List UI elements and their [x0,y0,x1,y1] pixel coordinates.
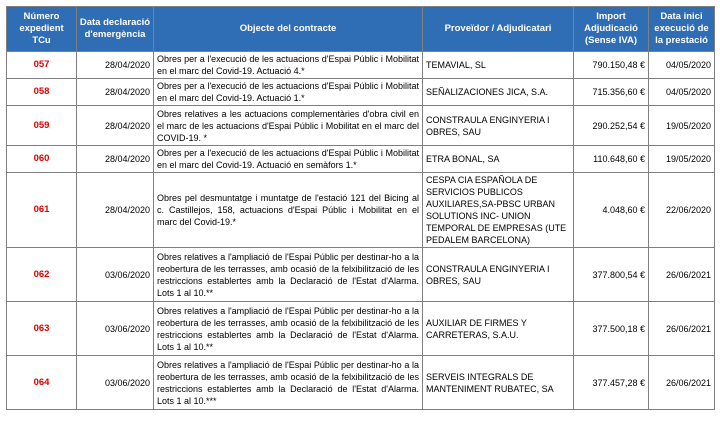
row-num: 063 [7,302,77,356]
row-amount: 377.457,28 € [574,356,649,410]
row-provider: SERVEIS INTEGRALS DE MANTENIMENT RUBATEC, SA [423,356,574,410]
row-amount: 4.048,60 € [574,173,649,248]
row-start: 22/06/2020 [649,173,715,248]
row-date: 03/06/2020 [77,248,154,302]
header-num: Número expedient TCu [7,7,77,52]
header-provider: Proveïdor / Adjudicatari [423,7,574,52]
row-date: 03/06/2020 [77,356,154,410]
row-date: 28/04/2020 [77,106,154,146]
row-object: Obres per a l'execució de les actuacions d'Espai Públic i Mobilitat en el marc del Covid-19. Actuació en semàfors 1.* [154,146,423,173]
header-amount: Import Adjudicació (Sense IVA) [574,7,649,52]
row-num: 059 [7,106,77,146]
header-start: Data inici execució de la prestació [649,7,715,52]
table-header-row [7,7,715,52]
header-date: Data declaració d'emergència [77,7,154,52]
row-date: 28/04/2020 [77,146,154,173]
table-row [7,248,715,302]
row-provider: TEMAVIAL, SL [423,52,574,79]
row-object: Obres relatives a l'ampliació de l'Espai Públic per destinar-ho a la reobertura de les terrasses, amb ocasió de la felxibilització de les restriccions establertes amb la Declaració de l'Estat d'Alarma. Lots 1 al 10.** [154,248,423,302]
row-date: 28/04/2020 [77,52,154,79]
table-row [7,302,715,356]
row-num: 062 [7,248,77,302]
row-start: 04/05/2020 [649,52,715,79]
row-object: Obres per a l'execució de les actuacions d'Espai Públic i Mobilitat en el marc del Covid-19. Actuació 1.* [154,79,423,106]
row-provider: CESPA CIA ESPAÑOLA DE SERVICIOS PUBLICOS AUXILIARES,SA-PBSC URBAN SOLUTIONS INC- UNION TEMPORAL DE EMPRESAS (UTE PEDALEM BARCELONA) [423,173,574,248]
row-object: Obres relatives a l'ampliació de l'Espai Públic per destinar-ho a la reobertura de les terrasses, amb ocasió de la felxibilització de les restriccions establertes amb la Declaració de l'Estat d'Alarma. Lots 1 al 10.*** [154,356,423,410]
row-start: 04/05/2020 [649,79,715,106]
row-amount: 110.648,60 € [574,146,649,173]
row-provider: ETRA BONAL, SA [423,146,574,173]
row-provider: AUXILIAR DE FIRMES Y CARRETERAS, S.A.U. [423,302,574,356]
row-amount: 377.800,54 € [574,248,649,302]
row-start: 26/06/2021 [649,302,715,356]
row-object: Obres relatives a l'ampliació de l'Espai Públic per destinar-ho a la reobertura de les terrasses, amb ocasió de la felxibilització de les restriccions establertes amb la Declaració de l'Estat d'Alarma. Lots 1 al 10.** [154,302,423,356]
row-num: 058 [7,79,77,106]
row-amount: 377.500,18 € [574,302,649,356]
row-provider: CONSTRAULA ENGINYERIA I OBRES, SAU [423,248,574,302]
row-num: 057 [7,52,77,79]
row-num: 061 [7,173,77,248]
row-date: 28/04/2020 [77,79,154,106]
contracts-table [6,6,715,410]
row-provider: CONSTRAULA ENGINYERIA I OBRES, SAU [423,106,574,146]
table-row [7,173,715,248]
table-row [7,52,715,79]
table-row [7,79,715,106]
row-amount: 290.252,54 € [574,106,649,146]
row-num: 060 [7,146,77,173]
row-start: 26/06/2021 [649,356,715,410]
row-num: 064 [7,356,77,410]
row-object: Obres pel desmuntatge i muntatge de l'estació 121 del Bicing al c. Castillejos, 158, actuacions d'Espai Públic i Mobilitat en el marc del Covid-19.* [154,173,423,248]
row-object: Obres relatives a les actuacions complementàries d'obra civil en el marc de les actuacions d'Espai Públic i Mobilitat en el marc del COVID-19. * [154,106,423,146]
row-date: 03/06/2020 [77,302,154,356]
row-provider: SEÑALIZACIONES JICA, S.A. [423,79,574,106]
row-date: 28/04/2020 [77,173,154,248]
table-row [7,356,715,410]
row-amount: 715.356,60 € [574,79,649,106]
row-object: Obres per a l'execució de les actuacions d'Espai Públic i Mobilitat en el marc del Covid-19. Actuació 4.* [154,52,423,79]
table-row [7,146,715,173]
header-object: Objecte del contracte [154,7,423,52]
table-row [7,106,715,146]
row-amount: 790.150,48 € [574,52,649,79]
row-start: 26/06/2021 [649,248,715,302]
row-start: 19/05/2020 [649,106,715,146]
row-start: 19/05/2020 [649,146,715,173]
